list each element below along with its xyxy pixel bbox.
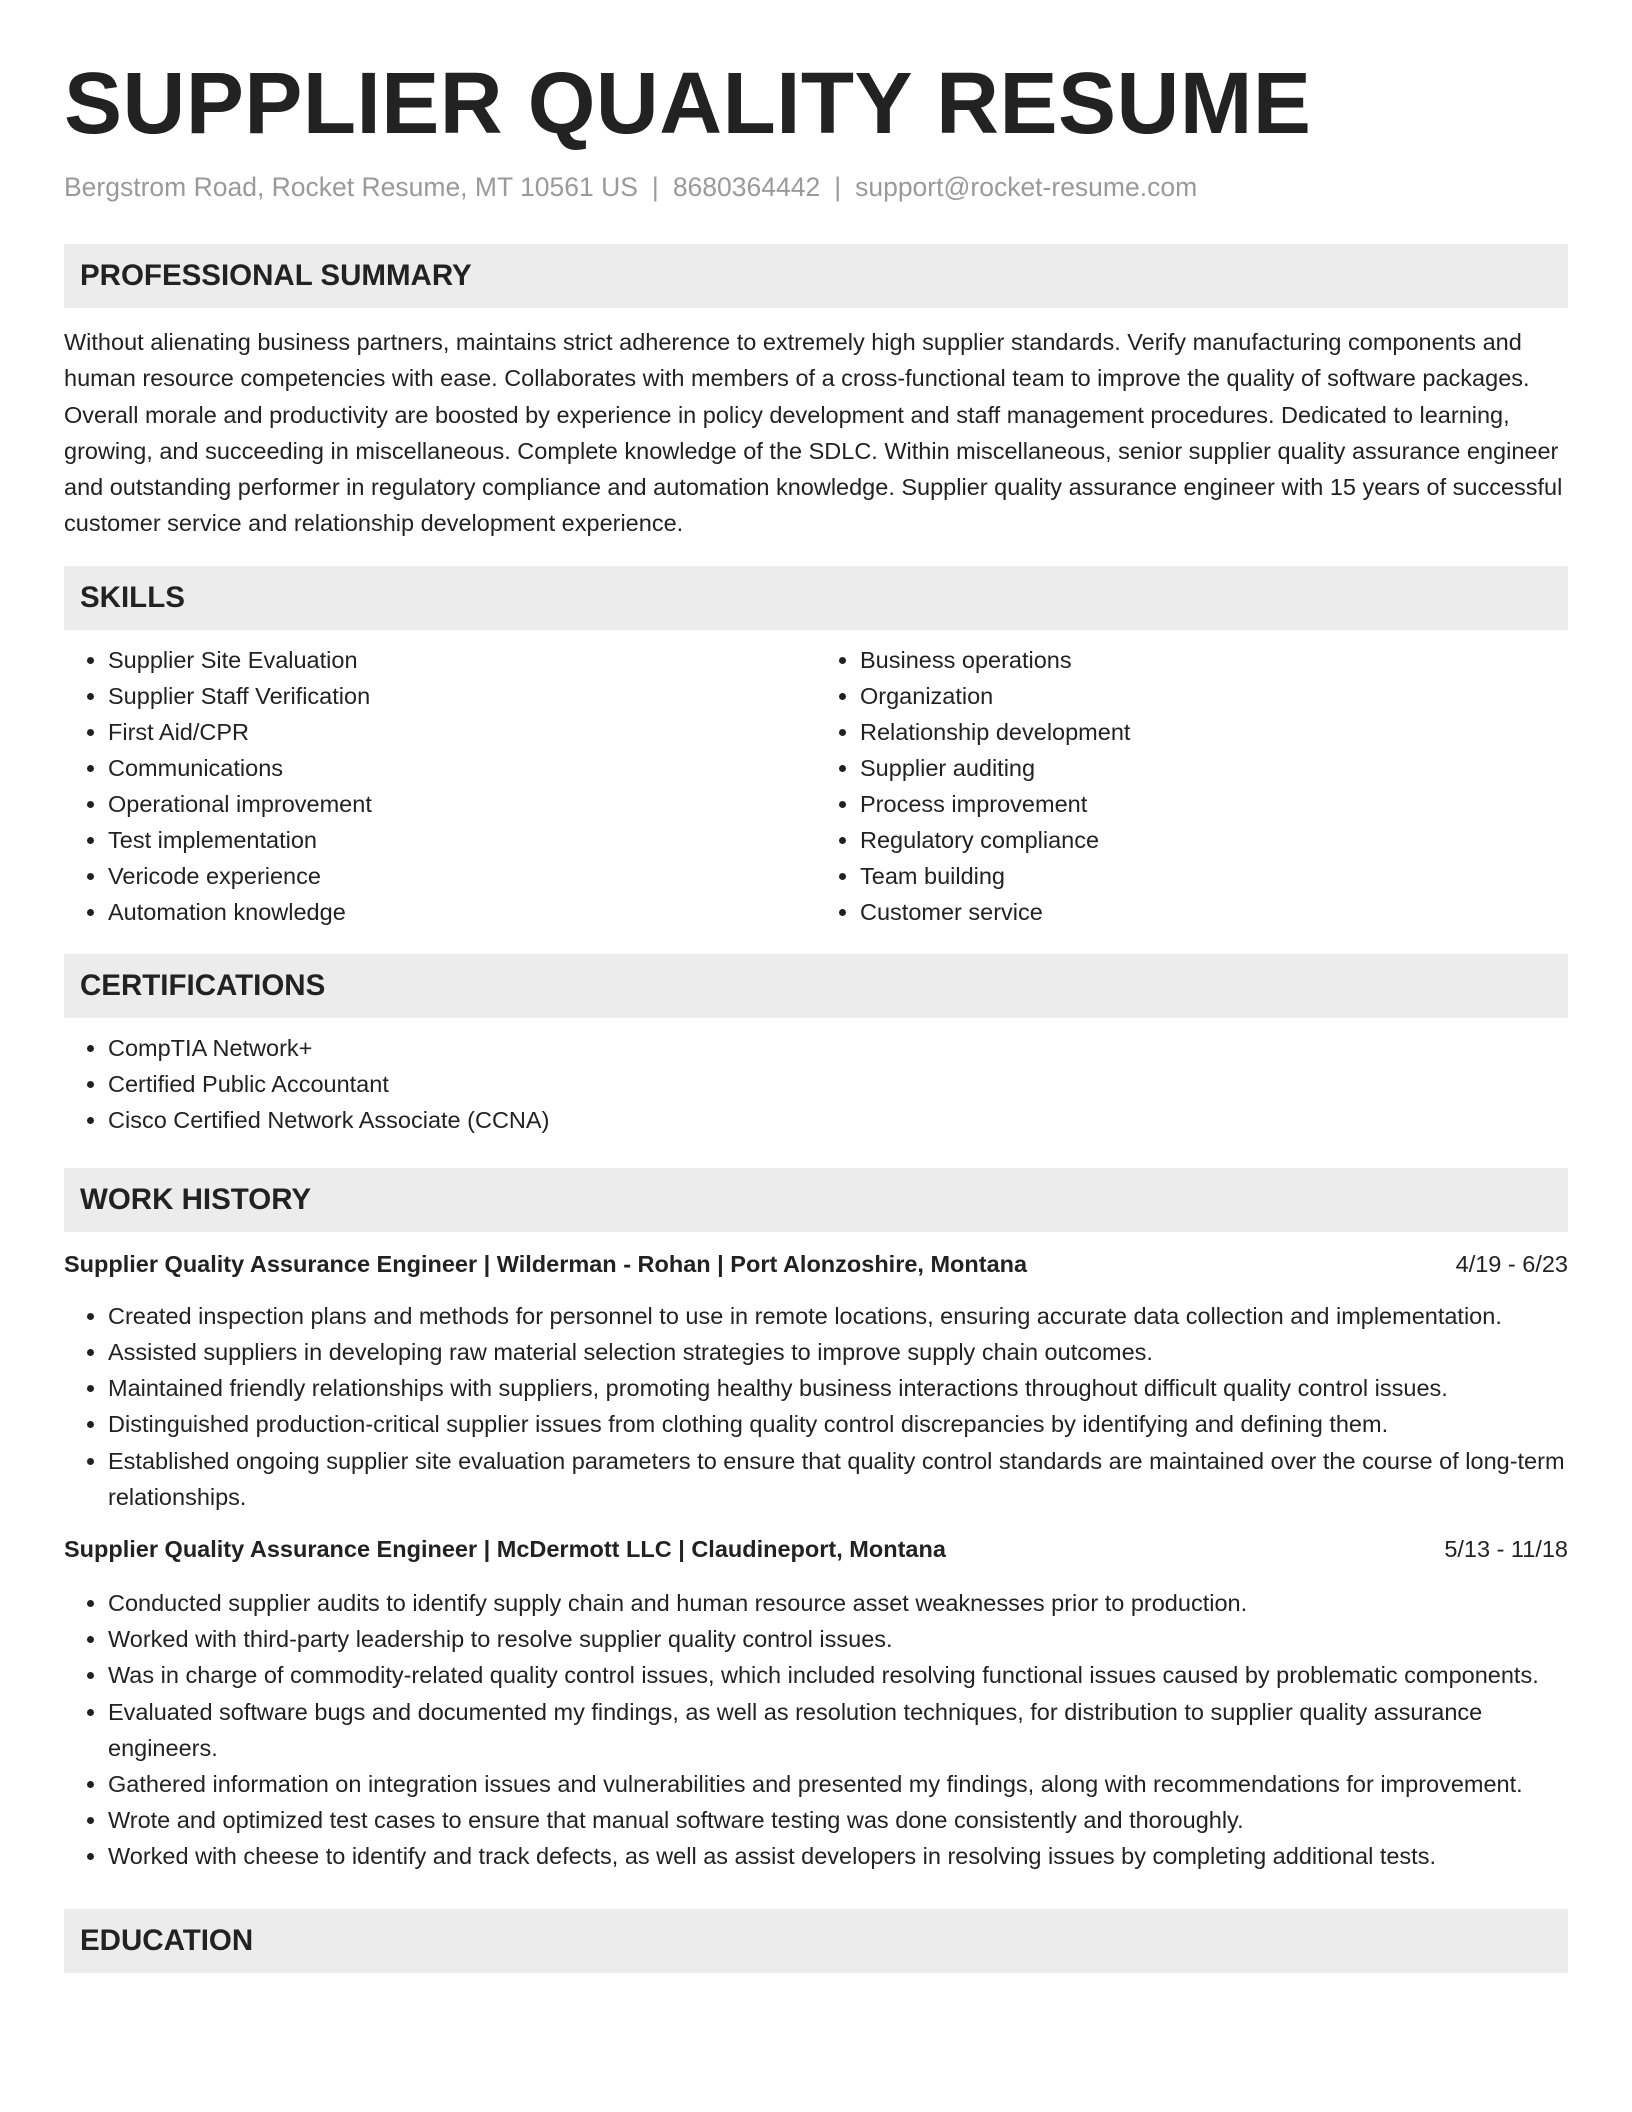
job-bullets bbox=[64, 1298, 1568, 1515]
job-dates: 5/13 - 11/18 bbox=[1444, 1536, 1568, 1562]
contact-separator: | bbox=[834, 172, 842, 202]
job-bullet: • Wrote and optimized test cases to ensure that manual software testing was done consistently and thoroughly. bbox=[108, 1802, 1568, 1838]
job-bullet: • Conducted supplier audits to identify supply chain and human resource asset weaknesses prior to production. bbox=[108, 1585, 1568, 1621]
skill-item: • Process improvement bbox=[860, 786, 1568, 822]
job-bullets bbox=[64, 1585, 1568, 1875]
job-header bbox=[64, 1531, 1568, 1567]
job-dates: 4/19 - 6/23 bbox=[1455, 1250, 1568, 1277]
skill-item: • Supplier Site Evaluation bbox=[108, 642, 816, 678]
job-bullet: • Worked with cheese to identify and track defects, as well as assist developers in resolving issues by completing additional tests. bbox=[108, 1838, 1568, 1874]
skill-item: • Automation knowledge bbox=[108, 894, 816, 930]
skill-item: • Vericode experience bbox=[108, 858, 816, 894]
skill-item: • Team building bbox=[860, 858, 1568, 894]
contact-phone: 8680364442 bbox=[672, 172, 821, 202]
resume-title: SUPPLIER QUALITY RESUME bbox=[64, 55, 1312, 152]
skill-item: • Supplier Staff Verification bbox=[108, 678, 816, 714]
job-bullet: • Gathered information on integration issues and vulnerabilities and presented my findings, along with recommendations for improvement. bbox=[108, 1766, 1568, 1802]
skill-item: • Regulatory compliance bbox=[860, 822, 1568, 858]
section-header-summary: PROFESSIONAL SUMMARY bbox=[64, 244, 1568, 308]
skill-item: • Operational improvement bbox=[108, 786, 816, 822]
section-header-skills: SKILLS bbox=[64, 566, 1568, 630]
contact-separator: | bbox=[651, 172, 659, 202]
job-bullet: • Established ongoing supplier site evaluation parameters to ensure that quality control standards are maintained over the course of long-term relationships. bbox=[108, 1443, 1568, 1515]
skill-item: • Business operations bbox=[860, 642, 1568, 678]
section-header-certifications: CERTIFICATIONS bbox=[64, 954, 1568, 1018]
certifications-list bbox=[64, 1030, 1568, 1138]
job-bullet: • Worked with third-party leadership to resolve supplier quality control issues. bbox=[108, 1621, 1568, 1657]
contact-line bbox=[64, 170, 1568, 204]
certification-item: • CompTIA Network+ bbox=[108, 1030, 1568, 1066]
section-header-education: EDUCATION bbox=[64, 1909, 1568, 1973]
job-entry bbox=[64, 1531, 1568, 1875]
skill-item: • Customer service bbox=[860, 894, 1568, 930]
job-entry bbox=[64, 1246, 1568, 1515]
skill-item: • Test implementation bbox=[108, 822, 816, 858]
job-bullet: • Distinguished production-critical supplier issues from clothing quality control discrepancies by identifying and defining them. bbox=[108, 1406, 1568, 1442]
job-header bbox=[64, 1246, 1568, 1282]
contact-email: support@rocket-resume.com bbox=[855, 172, 1198, 202]
skill-item: • Communications bbox=[108, 750, 816, 786]
job-bullet: • Assisted suppliers in developing raw material selection strategies to improve supply chain outcomes. bbox=[108, 1334, 1568, 1370]
certification-item: • Certified Public Accountant bbox=[108, 1066, 1568, 1102]
skill-item: • Supplier auditing bbox=[860, 750, 1568, 786]
summary-text: Without alienating business partners, maintains strict adherence to extremely high supplier standards. Verify manufacturing components and human resource competencies with ease. Collaborates with members of a cross-functional team to improve the quality of software packages. Overall morale and productivity are boosted by experience in policy development and staff management procedures. Dedicated to learning, growing, and succeeding in miscellaneous. Complete knowledge of the SDLC. Within miscellaneous, senior supplier quality assurance engineer and outstanding performer in regulatory compliance and automation knowledge. Supplier quality assurance engineer with 15 years of successful customer service and relationship development experience. bbox=[64, 329, 1563, 537]
skill-item: • First Aid/CPR bbox=[108, 714, 816, 750]
job-bullet: • Evaluated software bugs and documented my findings, as well as resolution techniques, for distribution to supplier quality assurance engineers. bbox=[108, 1694, 1568, 1766]
skill-item: • Relationship development bbox=[860, 714, 1568, 750]
job-bullet: • Was in charge of commodity-related quality control issues, which included resolving functional issues caused by problematic components. bbox=[108, 1657, 1568, 1693]
job-bullet: • Created inspection plans and methods for personnel to use in remote locations, ensuring accurate data collection and implementation. bbox=[108, 1298, 1568, 1334]
skills-grid bbox=[64, 642, 1568, 930]
skills-list-left bbox=[64, 642, 816, 930]
job-bullet: • Maintained friendly relationships with suppliers, promoting healthy business interactions throughout difficult quality control issues. bbox=[108, 1370, 1568, 1406]
contact-address: Bergstrom Road, Rocket Resume, MT 10561 US bbox=[64, 172, 638, 202]
skills-list-right bbox=[816, 642, 1568, 930]
job-title: Supplier Quality Assurance Engineer | Wilderman - Rohan | Port Alonzoshire, Montana bbox=[64, 1250, 1028, 1277]
section-header-work-history: WORK HISTORY bbox=[64, 1168, 1568, 1232]
certification-item: • Cisco Certified Network Associate (CCNA) bbox=[108, 1102, 1568, 1138]
skill-item: • Organization bbox=[860, 678, 1568, 714]
job-title: Supplier Quality Assurance Engineer | McDermott LLC | Claudineport, Montana bbox=[64, 1536, 946, 1562]
